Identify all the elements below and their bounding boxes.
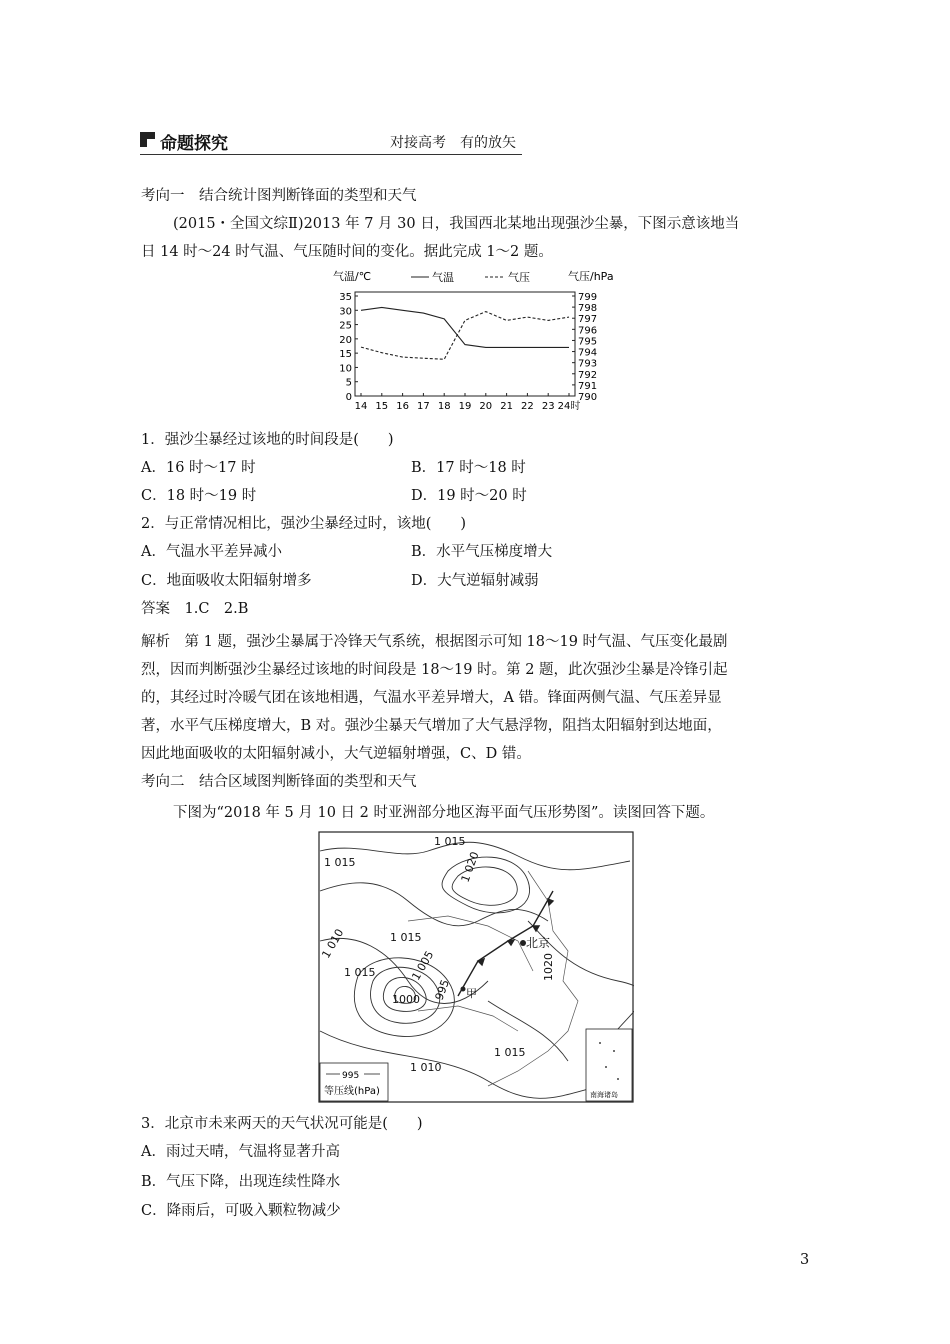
chart-xtick-label: 18 [437,401,451,412]
chart-ytick-right-label: 798 [578,303,598,315]
chart-ytick-left-label: 20 [339,334,352,346]
q1-option-a: A．16 时～17 时 [141,460,256,476]
analysis-line: 的，其经过时冷暖气团在该地相遇，气温水平差异增大，A 错。锋面两侧气温、气压差异显 [141,690,722,706]
q2-stem: 2．与正常情况相比，强沙尘暴经过时，该地( ) [141,516,467,532]
q2-option-c: C．地面吸收太阳辐射增多 [141,573,312,589]
chart-ytick-right-label: 790 [578,392,598,403]
map-legend [320,1063,388,1101]
section1-intro-line2: 日 14 时～24 时气温、气压随时间的变化。据此完成 1～2 题。 [141,244,553,260]
q3-option-c: C．降雨后，可吸入颗粒物减少 [141,1203,341,1219]
legend-label-temperature: 气温 [432,271,454,284]
section1-heading: 考向一 结合统计图判断锋面的类型和天气 [141,188,417,204]
header-rule [140,154,522,155]
chart-series-line-temperature [361,307,569,347]
south-sea-inset [586,1029,632,1101]
header-title: 命题探究 [160,134,228,154]
map-legend-label: 等压线(hPa) [324,1086,380,1097]
chart-legend [411,270,530,284]
chart-xtick-label: 15 [375,401,389,412]
chart-ytick-left-label: 5 [345,377,352,389]
jia-marker [461,987,466,992]
map-legend-value: 995 [342,1071,360,1081]
chart-xtick-label: 16 [396,401,409,412]
chart-ytick-right-label: 799 [578,292,598,303]
section1-intro-line1: (2015・全国文综Ⅱ)2013 年 7 月 30 日，我国西北某地出现强沙尘暴，下图示意该地当 [173,216,740,232]
q1-stem: 1．强沙尘暴经过该地的时间段是( ) [141,432,394,448]
section2-intro: 下图为“2018 年 5 月 10 日 2 时亚洲部分地区海平面气压形势图”。读图回答下题。 [173,805,715,821]
chart-ytick-left-label: 0 [345,392,352,403]
chart-ytick-right-label: 794 [578,347,598,359]
pressure-map [318,831,634,1103]
chart-ytick-left-label: 15 [339,349,352,361]
answer: 答案 1.C 2.B [141,601,249,617]
analysis-line: 著，水平气压梯度增大，B 对。强沙尘暴天气增加了大气悬浮物，阻挡太阳辐射到达地面， [141,718,722,734]
analysis-line: 因此地面吸收的太阳辐射减小，大气逆辐射增强，C、D 错。 [141,746,531,762]
map-label-isobar: 1 005 [409,948,437,983]
map-label-isobar: 1020 [542,953,555,981]
chart-ylabel-right: 气压/hPa [568,270,614,283]
map-label-isobar: 1 010 [319,926,347,961]
chart-ytick-right-label: 796 [578,325,598,337]
section-header [140,128,522,158]
chart-ylabel-left: 气温/℃ [333,270,372,283]
chart-ytick-right-label: 797 [578,314,598,326]
q2-option-d: D．大气逆辐射减弱 [411,573,539,589]
inset-label: 南海诸岛 [590,1091,618,1099]
chart-xtick-label: 21 [500,401,513,412]
map-label-jia: 甲 [466,987,477,1000]
map-label-isobar: 1 015 [324,856,356,869]
chart-ytick-right-label: 792 [578,369,598,381]
page-number: 3 [800,1252,810,1268]
temperature-pressure-chart [325,268,625,418]
q1-option-c: C．18 时～19 时 [141,488,257,504]
q3-option-b: B．气压下降，出现连续性降水 [141,1174,341,1190]
chart-ytick-left-label: 10 [339,363,352,375]
q2-option-b: B．水平气压梯度增大 [411,544,553,560]
map-label-isobar: 1 015 [434,835,466,848]
q1-option-b: B．17 时～18 时 [411,460,526,476]
section2-heading: 考向二 结合区域图判断锋面的类型和天气 [141,774,417,790]
chart-xtick-label: 22 [521,401,534,412]
chart-xtick-label: 24时 [557,401,581,412]
q2-option-a: A．气温水平差异减小 [141,544,282,560]
map-label-isobar: 1 015 [494,1046,526,1059]
header-block-icon [140,132,155,147]
map-label-isobar: 1 020 [458,849,482,885]
header-subtitle: 对接高考 有的放矢 [390,135,516,151]
chart-series-line-pressure [361,312,569,360]
chart-xtick-label: 23 [541,401,555,412]
chart-xtick-label: 17 [417,401,430,412]
analysis-line: 解析 第 1 题，强沙尘暴属于冷锋天气系统，根据图示可知 18～19 时气温、气压变化最剧 [141,634,728,650]
legend-label-pressure: 气压 [508,271,530,284]
chart-ytick-right-label: 795 [578,336,598,348]
chart-ytick-right-label: 793 [578,358,598,370]
chart-ytick-left-label: 35 [339,292,352,303]
map-label-isobar: 1000 [392,993,420,1006]
q3-stem: 3．北京市未来两天的天气状况可能是( ) [141,1116,423,1132]
chart-ytick-right-label: 791 [578,380,598,392]
chart-xtick-label: 19 [458,401,472,412]
q3-option-a: A．雨过天晴，气温将显著升高 [141,1144,340,1160]
chart-xtick-label: 20 [479,401,493,412]
chart-yticks-right [572,292,597,403]
chart-ytick-left-label: 30 [339,306,352,318]
map-label-isobar: 1 010 [410,1061,442,1074]
chart-series [361,307,569,359]
map-label-isobar: 1 015 [344,966,376,979]
chart-xtick-label: 14 [354,401,368,412]
map-label-isobar: 1 015 [390,931,422,944]
map-label-beijing: 北京 [526,936,551,950]
chart-ytick-left-label: 25 [339,320,352,332]
analysis-line: 烈，因而判断强沙尘暴经过该地的时间段是 18～19 时。第 2 题，此次强沙尘暴是冷锋引起 [141,662,728,678]
map-label-isobar: 995 [432,977,453,1003]
q1-option-d: D．19 时～20 时 [411,488,527,504]
